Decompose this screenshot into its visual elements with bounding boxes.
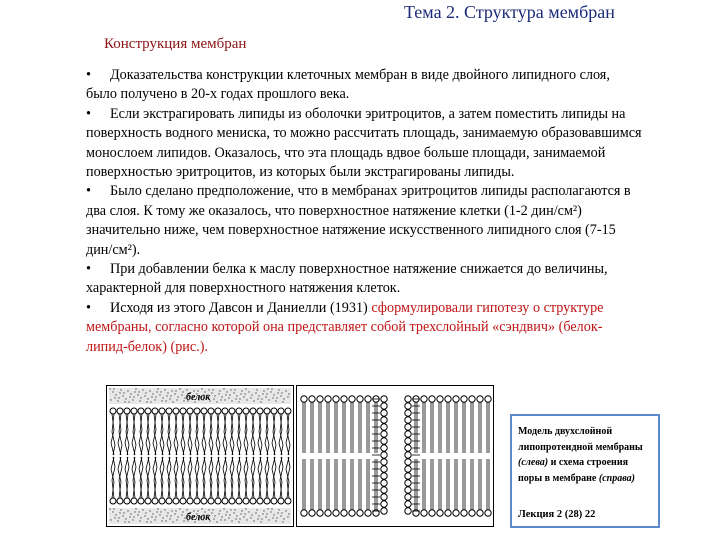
body-text [86,66,642,357]
bullet-text: Если экстрагировать липиды из оболочки эритроцитов, а затем поместить липиды на поверхность водного мениска, то можно рассчитать площадь, занимаемую образовавшимся монослоем липидов. Оказалось, что эта площадь вдвое больше площади, занимаемой поверхностью эритроцитов, из которых были экстрагированы липиды. [86,105,642,181]
bullet-item [86,182,642,260]
caption-text: и схема строения поры в мембране [518,457,628,484]
protein-label-top: белок [186,392,211,403]
caption-left-note: (слева) [518,457,549,468]
section-title: Конструкция мембран [104,36,247,52]
caption-right-note: (справа) [598,472,635,484]
bullet-marker: • [86,261,91,278]
topic-title: Тема 2. Структура мембран [404,2,615,22]
figure-caption [510,414,660,528]
bullet-text: При добавлении белка к маслу поверхностное натяжение снижается до величины, характерной для поверхностного натяжения клеток. [86,261,608,297]
bullet-item [86,66,642,105]
bullet-item [86,260,642,299]
bullet-item [86,105,642,183]
bullet-text: Было сделано предположение, что в мембранах эритроцитов липиды располагаются в два слоя. К тому же оказалось, что поверхностное натяжение клетки (1-2 дин/см²) значительно ниже, чем поверхностное натяжение искусственного липидного слоя (7-15 дин/см²). [86,183,631,258]
sandwich-model-figure [106,385,294,527]
bullet-marker: • [86,105,91,122]
membrane-pore-figure [296,385,494,527]
bullet-item [86,299,642,357]
bullet-marker: • [86,299,91,316]
caption-text: Модель двухслойной липопротеидной мембраны [518,426,643,453]
bullet-text-highlight: сформулировали гипотезу о структуре мембраны, согласно которой она представляет собой трехслойный «сэндвич» (белок-липид-белок) (рис.). [86,299,604,355]
protein-label-bottom: белок [186,512,211,523]
bullet-text: Доказательства конструкции клеточных мембран в виде двойного липидного слоя, было получено в 20-х годах прошлого века. [86,67,610,103]
bullet-marker: • [86,67,91,83]
bullet-text-plain: Исходя из этого Давсон и Даниелли (1931) [110,299,372,316]
lecture-number: Лекция 2 (28) 22 [518,508,596,520]
bullet-marker: • [86,183,91,200]
